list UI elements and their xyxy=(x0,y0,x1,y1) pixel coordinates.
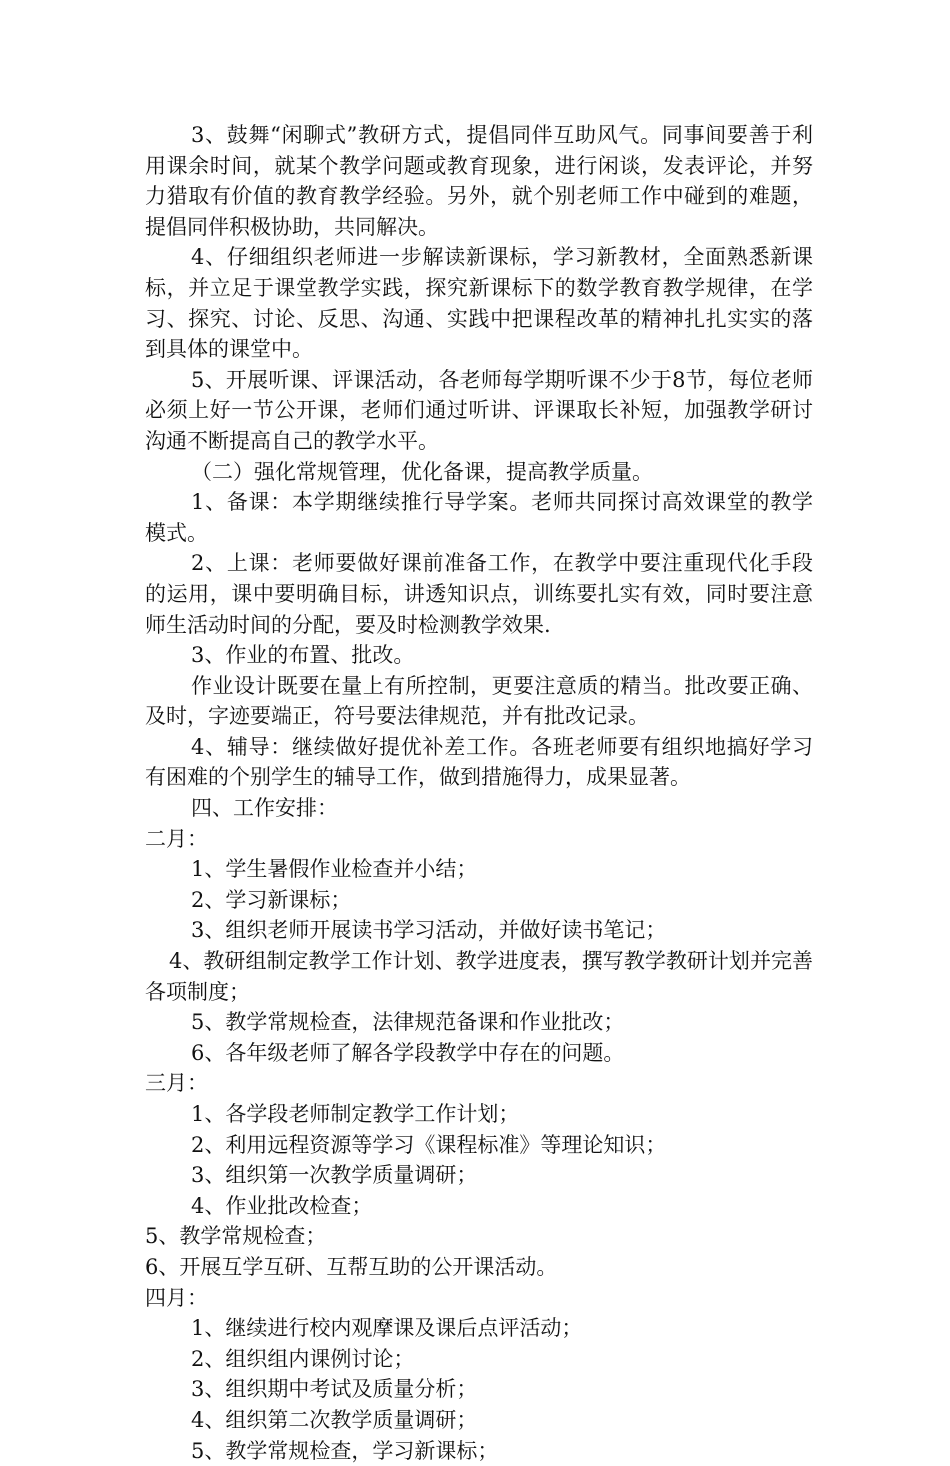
list-item: 4、组织第二次教学质量调研； xyxy=(191,1407,478,1432)
list-item: 2、学习新课标； xyxy=(191,887,352,912)
list-item: 2、利用远程资源等学习《课程标准》等理论知识； xyxy=(191,1132,667,1157)
month-heading-february: 二月： xyxy=(145,826,208,851)
paragraph-5: 2、上课：老师要做好课前准备工作，在教学中要注重现代化手段的运用，课中要明确目标，讲透知识点，训练要扎实有效，同时要注意师生活动时间的分配，要及时检测教学效果. xyxy=(145,551,813,637)
paragraph-3: （二）强化常规管理，优化备课，提高教学质量。 xyxy=(191,459,653,484)
list-item: 2、组织组内课例讨论； xyxy=(191,1346,415,1371)
paragraph-6: 3、作业的布置、批改。 xyxy=(191,643,415,668)
paragraph-7: 作业设计既要在量上有所控制，更要注意质的精当。批改要正确、及时，字迹要端正，符号要法律规范，并有批改记录。 xyxy=(145,673,813,729)
list-item: 1、继续进行校内观摩课及课后点评活动； xyxy=(191,1316,583,1341)
list-item: 6、开展互学互研、互帮互助的公开课活动。 xyxy=(145,1254,558,1279)
list-item: 6、各年级老师了解各学段教学中存在的问题。 xyxy=(191,1040,625,1065)
list-item: 1、各学段老师制定教学工作计划； xyxy=(191,1102,520,1126)
paragraph-0: 3、鼓舞“闲聊式”教研方式，提倡同伴互助风气。同事间要善于利用课余时间，就某个教学问题或教育现象，进行闲谈，发表评论，并努力猎取有价值的教育教学经验。另外，就个别老师工作中碰到的难题，提倡同伴积极协助，共同解决。 xyxy=(145,123,813,239)
list-item: 5、教学常规检查； xyxy=(145,1224,327,1249)
list-item: 4、作业批改检查； xyxy=(191,1193,373,1218)
list-item: 3、组织老师开展读书学习活动，并做好读书笔记； xyxy=(191,918,667,943)
paragraph-1: 4、仔细组织老师进一步解读新课标，学习新教材，全面熟悉新课标，并立足于课堂教学实践，探究新课标下的数学教育教学规律，在学习、探究、讨论、反思、沟通、实践中把课程改革的精神扎扎实实的落到具体的课堂中。 xyxy=(145,245,813,362)
paragraph-4: 1、备课：本学期继续推行导学案。老师共同探讨高效课堂的教学模式。 xyxy=(145,490,813,545)
list-item: 4、教研组制定教学工作计划、教学进度表，撰写教学教研计划并完善各项制度； xyxy=(145,949,813,1004)
paragraph-8: 4、辅导：继续做好提优补差工作。各班老师要有组织地搞好学习有困难的个别学生的辅导工作，做到措施得力，成果显著。 xyxy=(145,734,813,790)
list-item: 5、教学常规检查，学习新课标； xyxy=(191,1438,499,1463)
section-heading-work-arrangement: 四、工作安排： xyxy=(191,796,338,821)
list-item: 3、组织第一次教学质量调研； xyxy=(191,1163,478,1188)
month-heading-march: 三月： xyxy=(145,1071,208,1096)
document-body xyxy=(145,120,813,1466)
list-item: 5、教学常规检查，法律规范备课和作业批改； xyxy=(191,1010,625,1035)
list-item: 1、学生暑假作业检查并小结； xyxy=(191,857,478,882)
list-item: 3、组织期中考试及质量分析； xyxy=(191,1377,478,1402)
month-heading-april: 四月： xyxy=(145,1285,208,1310)
paragraph-2: 5、开展听课、评课活动，各老师每学期听课不少于8节，每位老师必须上好一节公开课，老师们通过听讲、评课取长补短，加强教学研讨沟通不断提高自己的教学水平。 xyxy=(145,367,813,453)
